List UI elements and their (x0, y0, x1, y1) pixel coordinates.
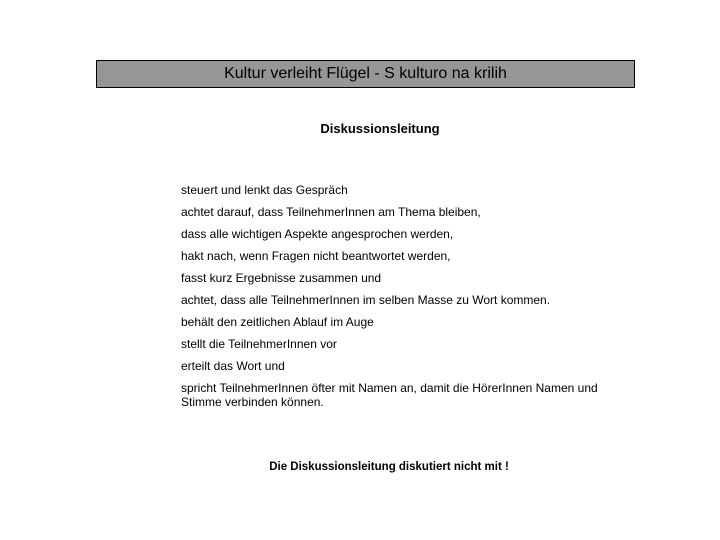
list-item: achtet, dass alle TeilnehmerInnen im selben Masse zu Wort kommen. (181, 293, 551, 307)
list-item: hakt nach, wenn Fragen nicht beantwortet werden, (181, 249, 451, 263)
list-item: steuert und lenkt das Gespräch (181, 183, 348, 197)
footer-container (0, 461, 720, 473)
slide-subtitle: Diskussionsleitung (320, 121, 440, 136)
list-item: dass alle wichtigen Aspekte angesprochen werden, (181, 227, 454, 241)
list-item: fasst kurz Ergebnisse zusammen und (181, 271, 382, 285)
title-bar (96, 60, 635, 88)
slide-title: Kultur verleiht Flügel - S kulturo na krilih (224, 64, 507, 82)
slide-subtitle-container (0, 121, 720, 136)
list-item: stellt die TeilnehmerInnen vor (181, 337, 337, 351)
list-item: achtet darauf, dass TeilnehmerInnen am Thema bleiben, (181, 205, 481, 219)
footer-note: Die Diskussionsleitung diskutiert nicht mit ! (269, 461, 509, 473)
list-item: spricht TeilnehmerInnen öfter mit Namen an, damit die HörerInnen Namen und Stimme verbinden können. (181, 381, 598, 409)
list-item: erteilt das Wort und (181, 359, 285, 373)
list-item: behält den zeitlichen Ablauf im Auge (181, 315, 374, 329)
task-list (181, 183, 601, 417)
